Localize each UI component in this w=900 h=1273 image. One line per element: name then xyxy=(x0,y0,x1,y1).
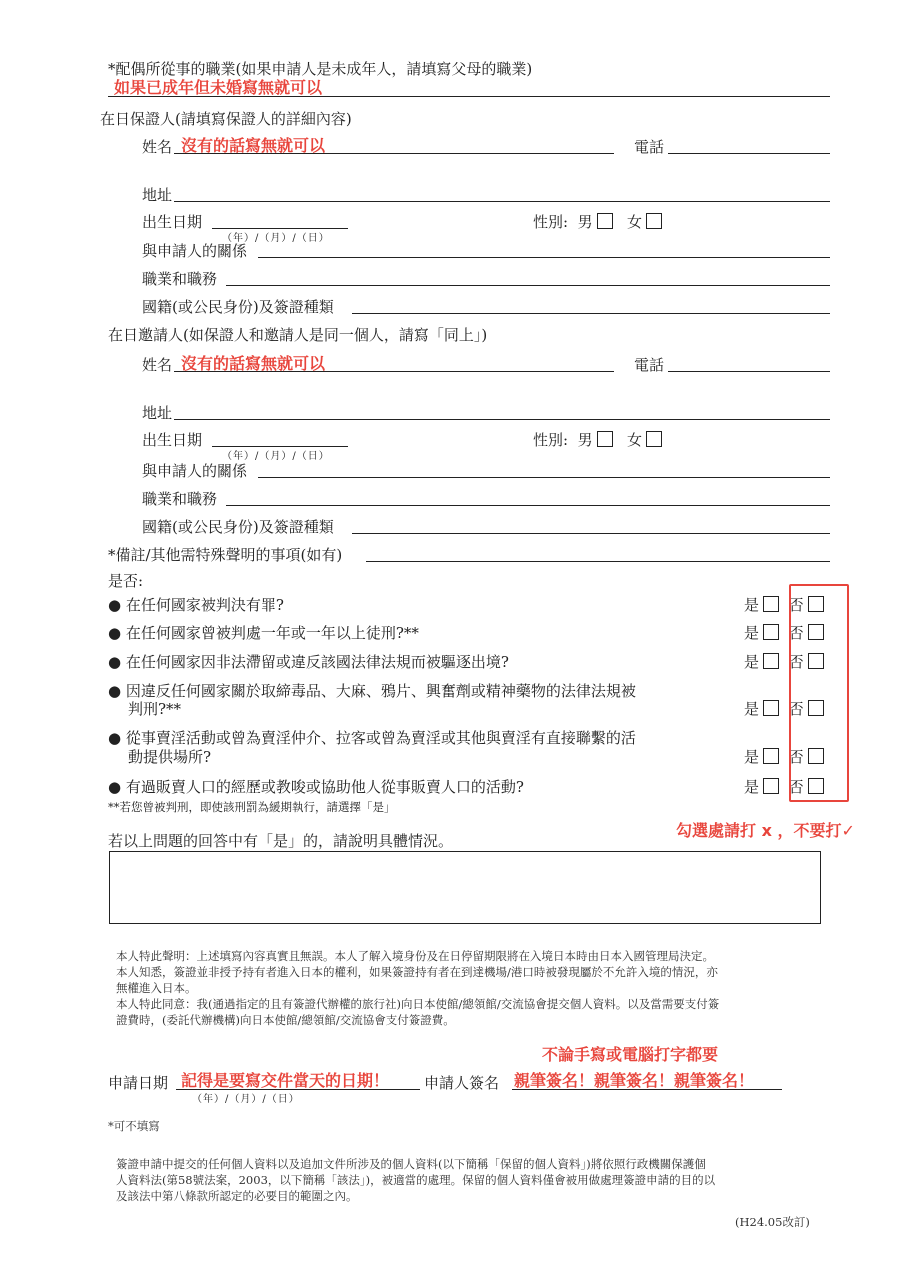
inviter-nationality-field[interactable] xyxy=(352,533,830,534)
male-label: 男 xyxy=(577,213,593,231)
yes-label: 是 xyxy=(744,653,760,671)
yes-label: 是 xyxy=(744,624,760,642)
male-checkbox[interactable] xyxy=(597,431,613,447)
question-text: 在任何國家曾被判處一年或一年以上徒刑?** xyxy=(125,624,419,642)
no-label: 否 xyxy=(788,778,804,796)
question-text: 在任何國家被判決有罪? xyxy=(125,596,284,614)
question-3 xyxy=(108,651,509,672)
guarantor-occupation-label: 職業和職務 xyxy=(142,270,218,288)
gender-label: 性別: xyxy=(533,431,569,449)
no-label: 否 xyxy=(788,624,804,642)
yes-label: 是 xyxy=(744,700,760,718)
guarantor-address-label: 地址 xyxy=(142,186,173,204)
declaration-p2a: 本人知悉，簽證並非授予持有者進入日本的權利，如果簽證持有者在到達機場/港口時被發現屬於不允許入境的情況，亦 xyxy=(116,965,718,979)
bullet-icon: ● xyxy=(108,596,122,614)
question-5-cont: 動提供場所? xyxy=(128,748,212,766)
gender-label: 性別: xyxy=(533,213,569,231)
yes-checkbox[interactable] xyxy=(763,653,779,669)
privacy-l3: 及該法中第八條款所認定的必要目的範圍之內。 xyxy=(116,1189,358,1203)
sign-note: 親筆簽名！親筆簽名！親筆簽名！ xyxy=(514,1071,755,1090)
inviter-name-note: 沒有的話寫無就可以 xyxy=(181,354,326,373)
bullet-icon: ● xyxy=(108,729,122,747)
question-1 xyxy=(108,594,284,615)
no-label: 否 xyxy=(788,700,804,718)
bullet-icon: ● xyxy=(108,624,122,642)
guarantor-address-field[interactable] xyxy=(174,201,830,202)
explain-label: 若以上問題的回答中有「是」的，請說明具體情況。 xyxy=(108,832,454,850)
no-column-highlight xyxy=(789,584,849,802)
declaration-p1: 本人特此聲明：上述填寫內容真實且無誤。本人了解入境身份及在日停留期限將在入境日本時由日本入國管理局決定。 xyxy=(116,949,714,963)
signature-top-note: 不論手寫或電腦打字都要 xyxy=(542,1045,719,1064)
yes-label: 是 xyxy=(744,778,760,796)
explanation-textarea[interactable] xyxy=(109,851,821,924)
inviter-dob-hint: （年）/（月）/（日） xyxy=(222,451,330,462)
no-label: 否 xyxy=(788,748,804,766)
declaration-p2b: 無權進入日本。 xyxy=(116,981,197,995)
revision-label: (H24.05改訂) xyxy=(735,1215,810,1229)
guarantor-name-note: 沒有的話寫無就可以 xyxy=(181,136,326,155)
yes-checkbox[interactable] xyxy=(763,624,779,640)
no-label: 否 xyxy=(788,653,804,671)
question-text: 有過販賣人口的經歷或教唆或協助他人從事販賣人口的活動? xyxy=(125,778,524,796)
inviter-relation-field[interactable] xyxy=(258,477,830,478)
question-text: 因違反任何國家關於取締毒品、大麻、鴉片、興奮劑或精神藥物的法律法規被 xyxy=(125,682,636,700)
date-label: 申請日期 xyxy=(108,1074,169,1092)
question-text: 從事賣淫活動或曾為賣淫仲介、拉客或曾為賣淫或其他與賣淫有直接聯繫的活 xyxy=(125,729,636,747)
yes-label: 是 xyxy=(744,596,760,614)
inviter-phone-label: 電話 xyxy=(634,356,665,374)
inviter-gender-group xyxy=(533,429,662,450)
inviter-heading: 在日邀請人(如保證人和邀請人是同一個人，請寫「同上」) xyxy=(108,326,488,344)
guarantor-occupation-field[interactable] xyxy=(226,285,830,286)
inviter-occupation-label: 職業和職務 xyxy=(142,490,218,508)
male-checkbox[interactable] xyxy=(597,213,613,229)
guarantor-phone-field[interactable] xyxy=(668,153,830,154)
question-5 xyxy=(108,727,636,748)
bullet-icon: ● xyxy=(108,778,122,796)
female-checkbox[interactable] xyxy=(646,213,662,229)
inviter-occupation-field[interactable] xyxy=(226,505,830,506)
yes-no-heading: 是否: xyxy=(108,572,144,590)
female-label: 女 xyxy=(626,431,642,449)
question-text: 在任何國家因非法滯留或違反該國法律法規而被驅逐出境? xyxy=(125,653,509,671)
inviter-dob-label: 出生日期 xyxy=(142,431,203,449)
guarantor-dob-hint: （年）/（月）/（日） xyxy=(222,233,330,244)
footnote-sentence: **若您曾被判刑，即使該刑罰為緩期執行，請選擇「是」 xyxy=(108,800,396,814)
privacy-l1: 簽證申請中提交的任何個人資料以及追加文件所涉及的個人資料(以下簡稱「保留的個人資料」)將依照行政機關保護個 xyxy=(116,1157,706,1171)
question-2 xyxy=(108,622,419,643)
guarantor-relation-label: 與申請人的關係 xyxy=(142,242,248,260)
question-6 xyxy=(108,776,524,797)
bullet-icon: ● xyxy=(108,682,122,700)
inviter-address-label: 地址 xyxy=(142,404,173,422)
checkbox-instruction: 勾選處請打 x ，不要打✓ xyxy=(676,821,855,840)
guarantor-name-label: 姓名 xyxy=(142,138,173,156)
no-label: 否 xyxy=(788,596,804,614)
sign-label: 申請人簽名 xyxy=(424,1074,500,1092)
question-4 xyxy=(108,680,636,701)
guarantor-relation-field[interactable] xyxy=(258,257,830,258)
guarantor-dob-label: 出生日期 xyxy=(142,213,203,231)
spouse-note: 如果已成年但未婚寫無就可以 xyxy=(114,78,323,97)
yes-checkbox[interactable] xyxy=(763,778,779,794)
privacy-l2: 人資料法(第58號法案，2003，以下簡稱「該法」)，被適當的處理。保留的個人資料僅會被用做處理簽證申請的目的以 xyxy=(116,1173,716,1187)
guarantor-nationality-field[interactable] xyxy=(352,313,830,314)
male-label: 男 xyxy=(577,431,593,449)
yes-label: 是 xyxy=(744,748,760,766)
declaration-p3a: 本人特此同意：我(通過指定的且有簽證代辦權的旅行社)向日本使館/總領館/交流協會提交個人資料。以及當需要支付簽 xyxy=(116,997,720,1011)
inviter-phone-field[interactable] xyxy=(668,371,830,372)
spouse-occupation-label: *配偶所從事的職業(如果申請人是未成年人，請填寫父母的職業) xyxy=(108,60,533,78)
inviter-relation-label: 與申請人的關係 xyxy=(142,462,248,480)
yes-checkbox[interactable] xyxy=(763,748,779,764)
inviter-address-field[interactable] xyxy=(174,419,830,420)
female-checkbox[interactable] xyxy=(646,431,662,447)
date-hint: （年）/（月）/（日） xyxy=(192,1094,300,1105)
inviter-name-label: 姓名 xyxy=(142,356,173,374)
remarks-field[interactable] xyxy=(366,561,830,562)
female-label: 女 xyxy=(626,213,642,231)
yes-checkbox[interactable] xyxy=(763,700,779,716)
guarantor-phone-label: 電話 xyxy=(634,138,665,156)
guarantor-gender-group xyxy=(533,211,662,232)
remarks-label: *備註/其他需特殊聲明的事項(如有) xyxy=(108,546,343,564)
optional-note: *可不填寫 xyxy=(108,1119,160,1133)
yes-checkbox[interactable] xyxy=(763,596,779,612)
guarantor-nationality-label: 國籍(或公民身份)及簽證種類 xyxy=(142,298,334,316)
inviter-nationality-label: 國籍(或公民身份)及簽證種類 xyxy=(142,518,334,536)
question-4-cont: 判刑?** xyxy=(128,700,182,718)
declaration-p3b: 證費時，(委託代辦機構)向日本使館/總領館/交流協會支付簽證費。 xyxy=(116,1013,455,1027)
guarantor-heading: 在日保證人(請填寫保證人的詳細內容) xyxy=(100,110,352,128)
bullet-icon: ● xyxy=(108,653,122,671)
date-note: 記得是要寫交件當天的日期！ xyxy=(181,1071,390,1090)
